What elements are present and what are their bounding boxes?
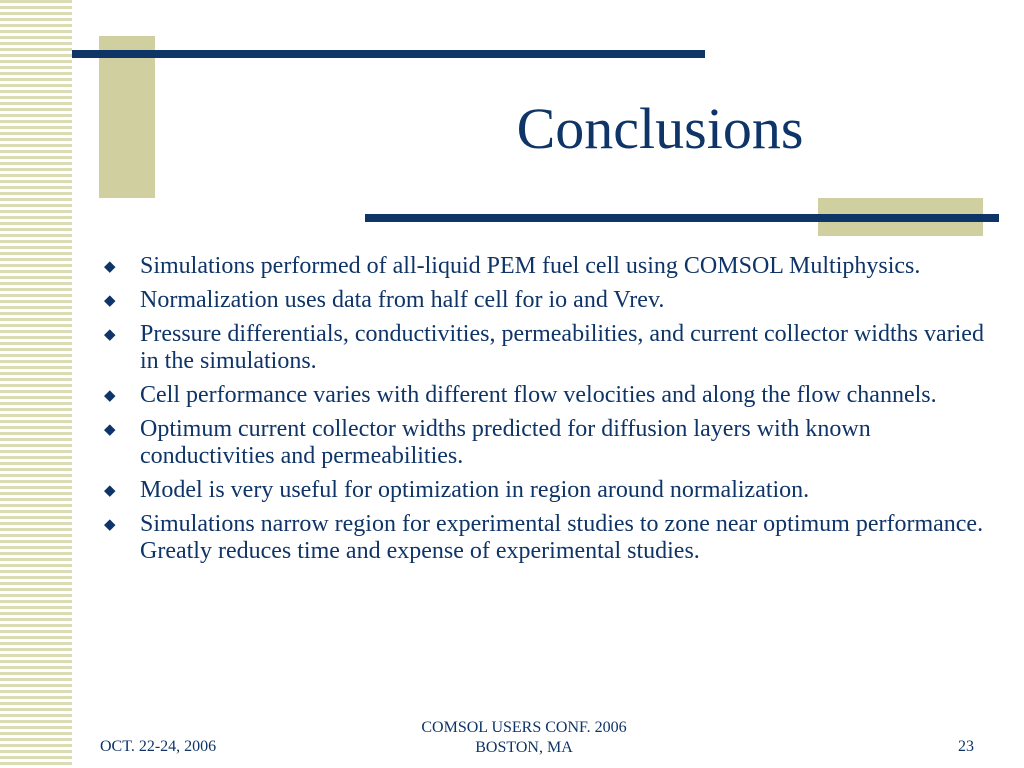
bullet-text: Optimum current collector widths predicted for diffusion layers with known conductivities and permeabilities. xyxy=(140,416,871,469)
bullet-text: Cell performance varies with different flow velocities and along the flow channels. xyxy=(140,382,937,408)
diamond-bullet-icon: ◆ xyxy=(104,293,116,309)
bullet-text: Model is very useful for optimization in region around normalization. xyxy=(140,477,810,503)
decorative-bar-middle xyxy=(365,214,999,222)
footer-date: OCT. 22-24, 2006 xyxy=(100,738,217,755)
bullet-text: Normalization uses data from half cell for io and Vrev. xyxy=(140,287,665,313)
footer-conference xyxy=(374,718,674,758)
page-number: 23 xyxy=(958,738,974,755)
diamond-bullet-icon: ◆ xyxy=(104,327,116,343)
decorative-block-top xyxy=(99,36,155,198)
bullet-item xyxy=(104,253,984,280)
bullet-text: Simulations performed of all-liquid PEM fuel cell using COMSOL Multiphysics. xyxy=(140,253,921,279)
diamond-bullet-icon: ◆ xyxy=(104,422,116,438)
bullet-item xyxy=(104,477,984,504)
bullet-item xyxy=(104,382,984,409)
diamond-bullet-icon: ◆ xyxy=(104,259,116,275)
decorative-bar-top xyxy=(72,50,705,58)
bullet-item xyxy=(104,287,984,314)
slide-title: Conclusions xyxy=(516,96,804,161)
bullet-item xyxy=(104,321,984,375)
bullet-item xyxy=(104,416,984,470)
bullet-item xyxy=(104,511,984,565)
footer-conference-location: BOSTON, MA xyxy=(475,739,573,756)
bullet-list xyxy=(104,253,984,572)
footer-conference-name: COMSOL USERS CONF. 2006 xyxy=(421,719,627,736)
bullet-text: Pressure differentials, conductivities, permeabilities, and current collector widths varied in the simulations. xyxy=(140,321,984,374)
diamond-bullet-icon: ◆ xyxy=(104,483,116,499)
striped-margin-decoration xyxy=(0,0,72,768)
bullet-text: Simulations narrow region for experimental studies to zone near optimum performance. Greatly reduces time and expense of experimental studies. xyxy=(140,511,984,564)
diamond-bullet-icon: ◆ xyxy=(104,388,116,404)
diamond-bullet-icon: ◆ xyxy=(104,517,116,533)
